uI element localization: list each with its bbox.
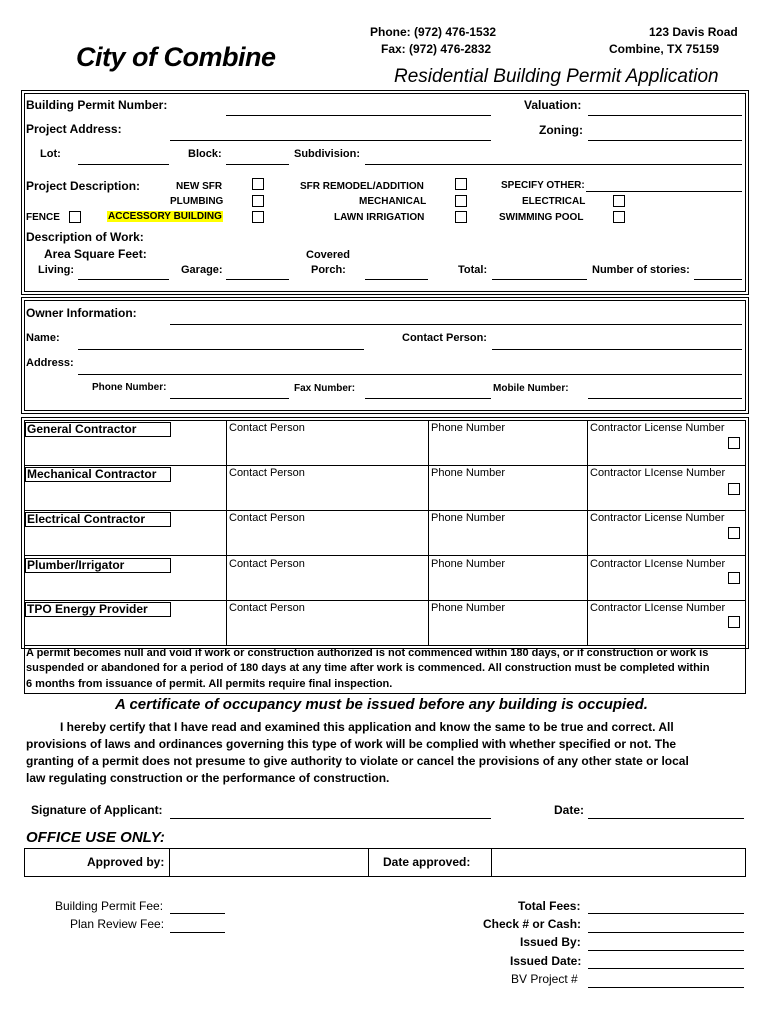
owner-contact-label: Contact Person: <box>402 332 487 344</box>
swimming-pool-checkbox[interactable] <box>613 211 625 223</box>
block-field[interactable] <box>226 164 289 165</box>
valuation-field[interactable] <box>588 115 742 116</box>
contractor-contact-4[interactable]: Contact Person <box>229 558 305 570</box>
stories-field[interactable] <box>694 279 742 280</box>
contractor-contact-1[interactable]: Contact Person <box>229 422 305 434</box>
building-permit-fee-field[interactable] <box>170 913 225 914</box>
total-field[interactable] <box>492 279 587 280</box>
certificate-notice: A certificate of occupancy must be issued before any building is occupied. <box>115 696 648 713</box>
specify-other-field[interactable] <box>586 191 742 192</box>
issued-by-label: Issued By: <box>520 935 581 949</box>
phone-text: Phone: (972) 476-1532 <box>370 25 497 39</box>
covered-label: Covered <box>306 249 351 261</box>
total-fees-field[interactable] <box>588 913 744 914</box>
owner-fax-field[interactable] <box>365 398 491 399</box>
project-description-label: Project Description: <box>26 179 141 193</box>
plan-review-fee-field[interactable] <box>170 932 225 933</box>
permit-number-field[interactable] <box>226 115 491 116</box>
mechanical-label: MECHANICAL <box>359 196 427 207</box>
contractor-phone-5[interactable]: Phone Number <box>431 602 505 614</box>
contractor-type-5: TPO Energy Provider <box>25 602 171 617</box>
contractor-license-5[interactable]: Contractor LIcense Number <box>590 602 726 614</box>
approved-by-field[interactable] <box>170 850 366 874</box>
owner-mobile-label: Mobile Number: <box>493 383 569 394</box>
accessory-building-checkbox[interactable] <box>252 211 264 223</box>
total-fees-label: Total Fees: <box>518 899 581 913</box>
contractor-checkbox-2[interactable] <box>728 483 740 495</box>
fence-label: FENCE <box>26 212 60 223</box>
issued-date-label: Issued Date: <box>510 954 582 968</box>
city-state-zip: Combine, TX 75159 <box>609 42 720 56</box>
sfr-remodel-checkbox[interactable] <box>455 178 467 190</box>
permit-notice-line-3: 6 months from issuance of permit. All permits require final inspection. <box>26 678 393 690</box>
plan-review-fee-label: Plan Review Fee: <box>70 917 165 931</box>
zoning-field[interactable] <box>588 140 742 141</box>
electrical-label: ELECTRICAL <box>522 196 586 207</box>
mechanical-checkbox[interactable] <box>455 195 467 207</box>
contractor-type-2: Mechanical Contractor <box>25 467 171 482</box>
lawn-irrigation-label: LAWN IRRIGATION <box>334 212 425 223</box>
owner-phone-label: Phone Number: <box>92 382 167 393</box>
owner-phone-field[interactable] <box>170 398 289 399</box>
date-field[interactable] <box>588 818 744 819</box>
date-label: Date: <box>554 803 585 817</box>
office-use-title: OFFICE USE ONLY: <box>26 829 165 846</box>
lot-field[interactable] <box>78 164 169 165</box>
lawn-irrigation-checkbox[interactable] <box>455 211 467 223</box>
project-address-label: Project Address: <box>26 122 122 136</box>
plumbing-label: PLUMBING <box>170 196 224 207</box>
certify-line-1: I hereby certify that I have read and examined this application and know the same to be true and correct. All <box>60 720 674 734</box>
contractor-license-3[interactable]: Contractor License Number <box>590 512 725 524</box>
electrical-checkbox[interactable] <box>613 195 625 207</box>
permit-notice-line-2: suspended or abandoned for a period of 180 days at any time after work is commenced. All construction must be completed within <box>26 662 710 674</box>
certify-line-3: granting of a permit does not presume to give authority to violate or cancel the provisions of any other state or local <box>26 754 689 768</box>
contractor-phone-4[interactable]: Phone Number <box>431 558 505 570</box>
zoning-label: Zoning: <box>539 123 583 137</box>
owner-information-field[interactable] <box>170 324 742 325</box>
contractor-type-4: Plumber/Irrigator <box>25 558 171 573</box>
accessory-building-label: ACCESSORY BUILDING <box>108 211 222 222</box>
fax-text: Fax: (972) 476-2832 <box>381 42 492 56</box>
form-title: Residential Building Permit Application <box>394 66 719 87</box>
contractor-phone-2[interactable]: Phone Number <box>431 467 505 479</box>
subdivision-label: Subdivision: <box>294 148 360 160</box>
issued-date-field[interactable] <box>588 968 744 969</box>
contractor-phone-1[interactable]: Phone Number <box>431 422 505 434</box>
approved-by-label: Approved by: <box>87 855 165 869</box>
certify-line-2: provisions of laws and ordinances governing this type of work will be complied with whether specified or not. The <box>26 737 677 751</box>
issued-by-field[interactable] <box>588 950 744 951</box>
living-field[interactable] <box>78 279 169 280</box>
street-address: 123 Davis Road <box>649 25 738 39</box>
area-square-feet-label: Area Square Feet: <box>44 247 147 261</box>
bv-project-label: BV Project # <box>511 972 578 986</box>
owner-address-label: Address: <box>26 357 74 369</box>
subdivision-field[interactable] <box>365 164 742 165</box>
owner-mobile-field[interactable] <box>588 398 742 399</box>
owner-address-field[interactable] <box>78 374 742 375</box>
check-or-cash-field[interactable] <box>588 932 744 933</box>
contractor-license-2[interactable]: Contractor LIcense Number <box>590 467 726 479</box>
bv-project-field[interactable] <box>588 987 744 988</box>
contractor-checkbox-1[interactable] <box>728 437 740 449</box>
owner-name-label: Name: <box>26 332 60 344</box>
date-approved-field[interactable] <box>492 850 742 874</box>
total-label: Total: <box>458 264 488 276</box>
permit-notice-line-1: A permit becomes null and void if work or construction authorized is not commenced within 180 days, or if construction or work is <box>26 647 709 659</box>
garage-label: Garage: <box>181 264 223 276</box>
stories-label: Number of stories: <box>592 264 690 276</box>
porch-field[interactable] <box>365 279 428 280</box>
swimming-pool-label: SWIMMING POOL <box>499 212 584 223</box>
plumbing-checkbox[interactable] <box>252 195 264 207</box>
check-or-cash-label: Check # or Cash: <box>483 917 582 931</box>
certify-line-4: law regulating construction or the performance of construction. <box>26 771 390 785</box>
contractor-license-4[interactable]: Contractor LIcense Number <box>590 558 726 570</box>
lot-label: Lot: <box>40 148 61 160</box>
building-permit-fee-label: Building Permit Fee: <box>55 899 164 913</box>
contractor-checkbox-3[interactable] <box>728 527 740 539</box>
signature-field[interactable] <box>170 818 491 819</box>
garage-field[interactable] <box>226 279 289 280</box>
contractor-contact-2[interactable]: Contact Person <box>229 467 305 479</box>
date-approved-label: Date approved: <box>383 855 471 869</box>
contractor-license-1[interactable]: Contractor License Number <box>590 422 725 434</box>
specify-other-label: SPECIFY OTHER: <box>501 180 585 191</box>
block-label: Block: <box>188 148 222 160</box>
description-of-work-label: Description of Work: <box>26 230 144 244</box>
contractor-phone-3[interactable]: Phone Number <box>431 512 505 524</box>
living-label: Living: <box>38 264 75 276</box>
contractor-checkbox-5[interactable] <box>728 616 740 628</box>
contractor-type-1: General Contractor <box>25 422 171 437</box>
new-sfr-checkbox[interactable] <box>252 178 264 190</box>
fence-checkbox[interactable] <box>69 211 81 223</box>
valuation-label: Valuation: <box>524 98 582 112</box>
city-name: City of Combine <box>76 42 276 72</box>
owner-contact-field[interactable] <box>492 349 742 350</box>
owner-fax-label: Fax Number: <box>294 383 356 394</box>
project-address-field[interactable] <box>170 140 491 141</box>
owner-information-label: Owner Information: <box>26 306 137 320</box>
new-sfr-label: NEW SFR <box>176 181 223 192</box>
contractor-type-3: Electrical Contractor <box>25 512 171 527</box>
porch-label: Porch: <box>311 264 346 276</box>
owner-name-field[interactable] <box>78 349 364 350</box>
permit-number-label: Building Permit Number: <box>26 98 168 112</box>
contractor-contact-5[interactable]: Contact Person <box>229 602 305 614</box>
contractor-contact-3[interactable]: Contact Person <box>229 512 305 524</box>
sfr-remodel-label: SFR REMODEL/ADDITION <box>300 181 424 192</box>
contractor-checkbox-4[interactable] <box>728 572 740 584</box>
signature-label: Signature of Applicant: <box>31 803 163 817</box>
